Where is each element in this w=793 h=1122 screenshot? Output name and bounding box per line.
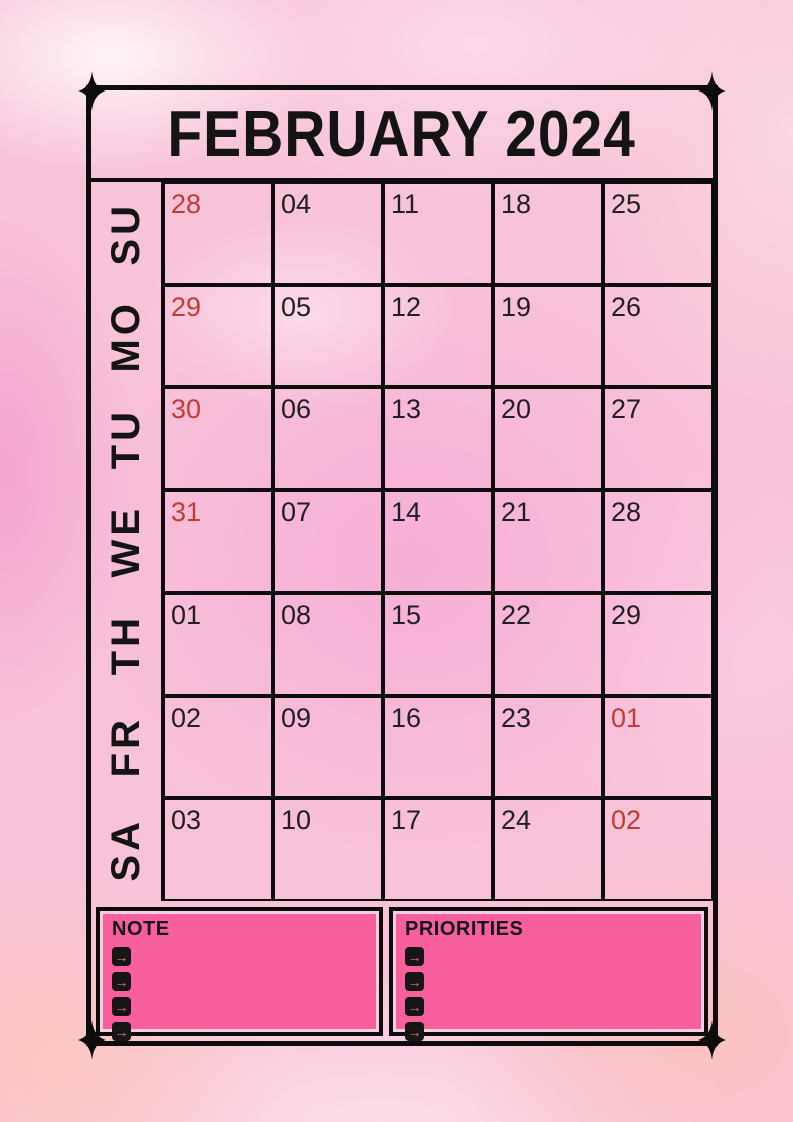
weekday-label-mo: MO: [103, 299, 148, 373]
weekday-label-tu: TU: [103, 408, 148, 470]
arrow-right-icon: →: [405, 947, 424, 966]
calendar-frame: [86, 85, 718, 1046]
date-cell: 25: [603, 182, 713, 285]
date-cell: 31: [163, 490, 273, 593]
arrow-right-icon: →: [405, 997, 424, 1016]
date-cell: 30: [163, 387, 273, 490]
weekday-label-sa: SA: [103, 817, 148, 882]
date-cell: 07: [273, 490, 383, 593]
weekday-column: [91, 182, 163, 901]
bottom-panels: [91, 901, 713, 1041]
date-cell: 13: [383, 387, 493, 490]
date-cell: 16: [383, 696, 493, 799]
arrow-right-icon: →: [112, 972, 131, 991]
date-cell: 24: [493, 798, 603, 901]
arrow-right-icon: →: [112, 1022, 131, 1041]
weekday-label-fr: FR: [103, 716, 148, 778]
priorities-panel: [389, 907, 708, 1040]
calendar-grid: [91, 182, 713, 901]
date-cell: 20: [493, 387, 603, 490]
weekday-label-su: SU: [103, 201, 148, 266]
sparkle-icon: [695, 1018, 729, 1062]
date-cell: 15: [383, 593, 493, 696]
arrow-right-icon: →: [112, 947, 131, 966]
date-cell: 27: [603, 387, 713, 490]
date-cell: 08: [273, 593, 383, 696]
date-cell: 06: [273, 387, 383, 490]
priorities-title: PRIORITIES: [405, 918, 524, 940]
weekday-label-th: TH: [103, 613, 148, 675]
date-cell: 05: [273, 285, 383, 388]
date-cell: 17: [383, 798, 493, 901]
arrow-right-icon: →: [405, 972, 424, 991]
arrow-right-icon: →: [405, 1022, 424, 1041]
date-cell: 11: [383, 182, 493, 285]
date-cell: 14: [383, 490, 493, 593]
sparkle-icon: [75, 1018, 109, 1062]
sparkle-icon: [75, 69, 109, 113]
date-cell: 10: [273, 798, 383, 901]
date-cell: 01: [603, 696, 713, 799]
date-cell: 21: [493, 490, 603, 593]
date-cell: 03: [163, 798, 273, 901]
date-cell: 29: [163, 285, 273, 388]
date-cell: 18: [493, 182, 603, 285]
date-cell: 02: [603, 798, 713, 901]
note-panel: [96, 907, 383, 1040]
date-cell: 02: [163, 696, 273, 799]
weekday-label-we: WE: [103, 505, 148, 578]
date-cell: 29: [603, 593, 713, 696]
page-title: FEBRUARY 2024: [167, 98, 637, 170]
arrow-right-icon: →: [112, 997, 131, 1016]
date-cell: 23: [493, 696, 603, 799]
date-cell: 28: [163, 182, 273, 285]
title-bar: [91, 90, 713, 182]
date-cell: 22: [493, 593, 603, 696]
note-title: NOTE: [112, 918, 170, 940]
date-cells: [163, 182, 713, 901]
date-cell: 12: [383, 285, 493, 388]
date-cell: 26: [603, 285, 713, 388]
date-cell: 01: [163, 593, 273, 696]
date-cell: 28: [603, 490, 713, 593]
date-cell: 04: [273, 182, 383, 285]
date-cell: 19: [493, 285, 603, 388]
date-cell: 09: [273, 696, 383, 799]
sparkle-icon: [695, 69, 729, 113]
